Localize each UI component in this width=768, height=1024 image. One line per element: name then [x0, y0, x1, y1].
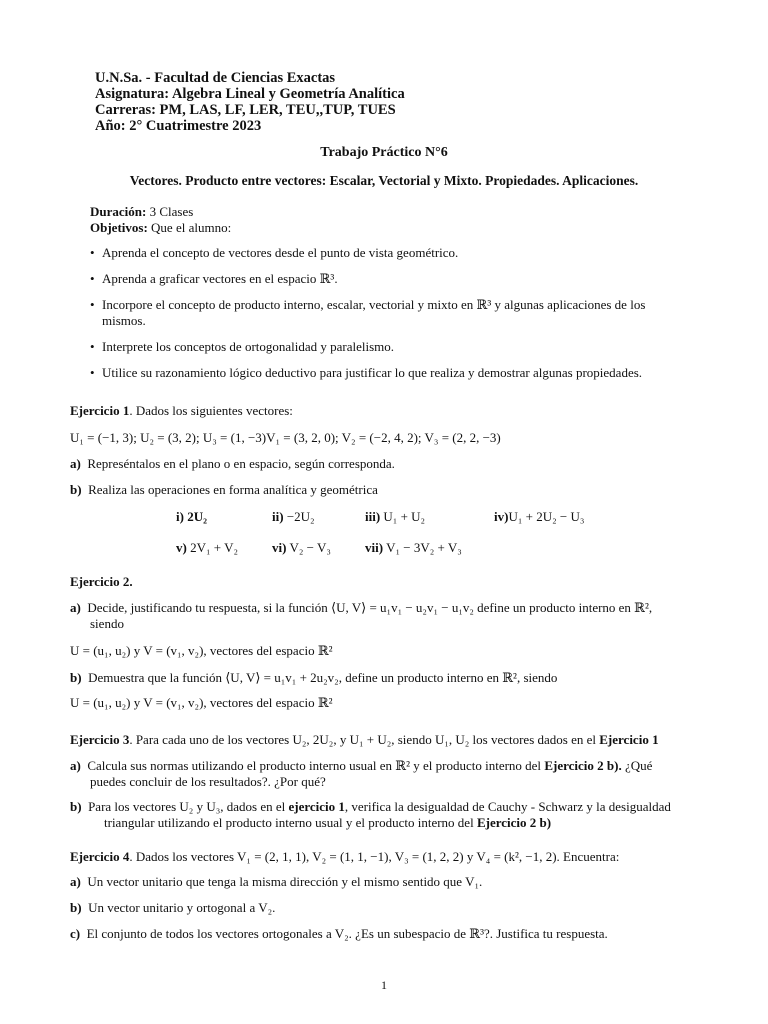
operation-item: i) 2U₂ — [176, 509, 207, 524]
exercise-1-vectors: U₁ = (−1, 3); U₂ = (3, 2); U₃ = (1, −3)V₁ = (3, 2, 0); V₂ = (−2, 4, 2); V₃ = (2, 2, −3) — [70, 430, 501, 445]
operation-item: iv)U₁ + 2U₂ − U₃ — [494, 509, 585, 524]
duration-line — [90, 204, 193, 220]
exercise-3-item-a-continuation: puedes concluir de los resultados?. ¿Por qué? — [90, 774, 326, 789]
operation-item: vii) V₁ − 3V₂ + V₃ — [365, 540, 462, 555]
header-careers: Carreras: PM, LAS, LF, LER, TEU,,TUP, TUES — [95, 102, 396, 118]
operation-item: ii) −2U₂ — [272, 509, 315, 524]
duration-label: Duración: — [90, 204, 147, 219]
exercise-2-label: Ejercicio 2. — [70, 574, 133, 589]
exercise-2-item-b: b) Demuestra que la función ⟨U, V⟩ = u₁v₁ + 2u₂v₂, define un producto interno en ℝ², siendo — [70, 670, 558, 685]
exercise-2-item-a-continuation: siendo — [90, 616, 124, 631]
exercise-4-item-a: a) Un vector unitario que tenga la misma dirección y el mismo sentido que V₁. — [70, 874, 483, 889]
objective-bullet: • Aprenda a graficar vectores en el espacio ℝ³. — [90, 271, 338, 286]
exercise-4-item-b: b) Un vector unitario y ortogonal a V₂. — [70, 900, 276, 915]
objective-bullet: • Interprete los conceptos de ortogonalidad y paralelismo. — [90, 339, 395, 354]
exercise-3-item-b: b) Para los vectores U₂ y U₃, dados en el ejercicio 1, verifica la desigualdad de Cauchy - Schwarz y la desigualdad — [70, 799, 671, 814]
objective-bullet: • Incorpore el concepto de producto interno, escalar, vectorial y mixto en ℝ³ y algunas aplicaciones de los — [90, 297, 646, 312]
exercise-2-a-definition: U = (u₁, u₂) y V = (v₁, v₂), vectores del espacio ℝ² — [70, 643, 333, 658]
operation-item: iii) U₁ + U₂ — [365, 509, 426, 524]
exercise-3-label: Ejercicio 3 — [70, 732, 130, 747]
exercise-1-heading: Ejercicio 1. Dados los siguientes vectores: — [70, 403, 293, 418]
objective-bullet: • Utilice su razonamiento lógico deductivo para justificar lo que realiza y demostrar algunas propiedades. — [90, 365, 643, 380]
exercise-2-b-definition: U = (u₁, u₂) y V = (v₁, v₂), vectores del espacio ℝ² — [70, 695, 333, 710]
objective-bullet-continuation: mismos. — [102, 313, 146, 328]
exercise-1-label: Ejercicio 1 — [70, 403, 130, 418]
header-subject: Asignatura: Algebra Lineal y Geometría Analítica — [95, 86, 405, 102]
exercise-2-item-a: a) Decide, justificando tu respuesta, si la función ⟨U, V⟩ = u₁v₁ − u₂v₁ − u₁v₂ define un producto interno en ℝ², — [70, 600, 653, 615]
objectives-label: Objetivos: — [90, 220, 148, 235]
objectives-value: Que el alumno: — [151, 220, 232, 235]
duration-value: 3 Clases — [149, 204, 194, 219]
exercise-4-heading: Ejercicio 4. Dados los vectores V₁ = (2, 1, 1), V₂ = (1, 1, −1), V₃ = (1, 2, 2) y V₄ = (k², −1, 2). Encuentra: — [70, 849, 620, 864]
exercise-3-heading: Ejercicio 3. Para cada uno de los vectores U₂, 2U₂, y U₁ + U₂, siendo U₁, U₂ los vectores dados en el Ejercicio 1 — [70, 732, 659, 747]
document-header — [95, 70, 405, 134]
exercise-3-item-b-continuation: triangular utilizando el producto interno usual y el producto interno del Ejercicio 2 b) — [104, 815, 552, 830]
exercise-1-item-a: a) Represéntalos en el plano o en espacio, según corresponda. — [70, 456, 395, 471]
header-university: U.N.Sa. - Facultad de Ciencias Exactas — [95, 70, 336, 86]
exercise-3-item-a: a) Calcula sus normas utilizando el producto interno usual en ℝ² y el producto interno del Ejercicio 2 b). ¿Qué — [70, 758, 653, 773]
document-subtitle: Vectores. Producto entre vectores: Escalar, Vectorial y Mixto. Propiedades. Aplicaciones. — [129, 173, 639, 188]
operation-item: vi) V₂ − V₃ — [272, 540, 331, 555]
exercise-4-label: Ejercicio 4 — [70, 849, 130, 864]
page-number: 1 — [381, 978, 387, 992]
document-title: Trabajo Práctico N°6 — [320, 145, 448, 160]
exercise-4-item-c: c) El conjunto de todos los vectores ortogonales a V₂. ¿Es un subespacio de ℝ³?. Justifica tu respuesta. — [70, 926, 608, 941]
header-year: Año: 2° Cuatrimestre 2023 — [95, 118, 262, 134]
objectives-line — [90, 220, 231, 236]
operation-item: v) 2V₁ + V₂ — [176, 540, 239, 555]
exercise-1-item-b: b) Realiza las operaciones en forma analítica y geométrica — [70, 482, 378, 497]
exercise-2-heading — [70, 574, 133, 590]
objective-bullet: • Aprenda el concepto de vectores desde el punto de vista geométrico. — [90, 245, 459, 260]
